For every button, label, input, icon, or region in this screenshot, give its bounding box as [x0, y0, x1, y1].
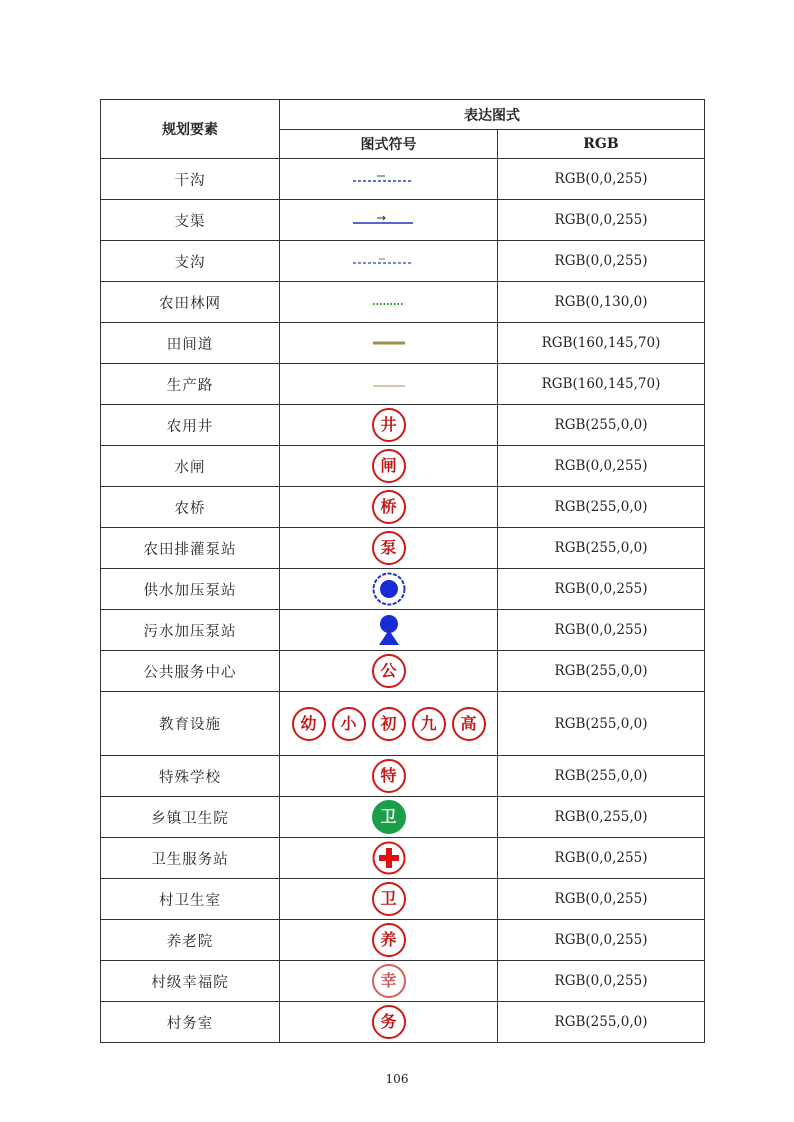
- kindergarten-icon: 幼: [292, 707, 326, 741]
- rgb-value: RGB(160,145,70): [498, 364, 705, 405]
- table-row: [101, 364, 705, 405]
- element-name: 支渠: [101, 200, 280, 241]
- element-name: 养老院: [101, 920, 280, 961]
- rgb-value: RGB(255,0,0): [498, 487, 705, 528]
- rgb-value: RGB(0,0,255): [498, 838, 705, 879]
- dotted-green-line-icon: [280, 282, 498, 323]
- table-row: [101, 920, 705, 961]
- header-expression-style: 表达图式: [280, 100, 705, 130]
- header-rgb: RGB: [498, 130, 705, 159]
- township-hospital-icon: [280, 797, 498, 838]
- rgb-value: RGB(255,0,0): [498, 756, 705, 797]
- rgb-value: RGB(0,0,255): [498, 961, 705, 1002]
- special-school-icon: [280, 756, 498, 797]
- table-row: [101, 405, 705, 446]
- hospital-glyph: 卫: [372, 800, 406, 834]
- primary-school-icon: 小: [332, 707, 366, 741]
- education-icons: [280, 692, 498, 756]
- table-row: [101, 323, 705, 364]
- table-row: [101, 961, 705, 1002]
- water-supply-pump-icon: [280, 569, 498, 610]
- element-name: 农用井: [101, 405, 280, 446]
- rgb-value: RGB(0,0,255): [498, 159, 705, 200]
- header-symbol: 图式符号: [280, 130, 498, 159]
- table-row: [101, 282, 705, 323]
- element-name: 公共服务中心: [101, 651, 280, 692]
- public-service-icon: [280, 651, 498, 692]
- table-row: [101, 1002, 705, 1043]
- table-row: [101, 692, 705, 756]
- special-glyph: 特: [372, 759, 406, 793]
- pump-station-icon: [280, 528, 498, 569]
- well-icon: [280, 405, 498, 446]
- rgb-value: RGB(0,130,0): [498, 282, 705, 323]
- element-name: 卫生服务站: [101, 838, 280, 879]
- table-row: [101, 159, 705, 200]
- element-name: 支沟: [101, 241, 280, 282]
- rgb-value: RGB(0,0,255): [498, 920, 705, 961]
- thin-tan-line-icon: [280, 364, 498, 405]
- table-row: [101, 651, 705, 692]
- thick-olive-line-icon: [280, 323, 498, 364]
- element-name: 村卫生室: [101, 879, 280, 920]
- element-name: 污水加压泵站: [101, 610, 280, 651]
- rgb-value: RGB(255,0,0): [498, 692, 705, 756]
- rgb-value: RGB(255,0,0): [498, 405, 705, 446]
- element-name: 乡镇卫生院: [101, 797, 280, 838]
- element-name: 农桥: [101, 487, 280, 528]
- rgb-value: RGB(0,0,255): [498, 879, 705, 920]
- table-row: [101, 200, 705, 241]
- element-name: 村务室: [101, 1002, 280, 1043]
- rgb-value: RGB(255,0,0): [498, 528, 705, 569]
- table-row: [101, 756, 705, 797]
- element-name: 村级幸福院: [101, 961, 280, 1002]
- table-row: [101, 838, 705, 879]
- element-name: 教育设施: [101, 692, 280, 756]
- table-row: [101, 879, 705, 920]
- high-school-icon: 高: [452, 707, 486, 741]
- table-row: [101, 610, 705, 651]
- element-name: 供水加压泵站: [101, 569, 280, 610]
- nursing-glyph: 养: [372, 923, 406, 957]
- happiness-glyph: 幸: [372, 964, 406, 998]
- table-row: [101, 797, 705, 838]
- rgb-value: RGB(0,255,0): [498, 797, 705, 838]
- element-name: 田间道: [101, 323, 280, 364]
- element-name: 干沟: [101, 159, 280, 200]
- table-row: [101, 528, 705, 569]
- header-planning-element: 规划要素: [101, 100, 280, 159]
- element-name: 农田排灌泵站: [101, 528, 280, 569]
- element-name: 农田林网: [101, 282, 280, 323]
- rgb-value: RGB(0,0,255): [498, 569, 705, 610]
- village-clinic-icon: [280, 879, 498, 920]
- legend-table: [100, 99, 705, 1043]
- junior-school-icon: 初: [372, 707, 406, 741]
- village-affairs-icon: [280, 1002, 498, 1043]
- rgb-value: RGB(0,0,255): [498, 241, 705, 282]
- rgb-value: RGB(0,0,255): [498, 610, 705, 651]
- sluice-icon: [280, 446, 498, 487]
- affairs-glyph: 务: [372, 1005, 406, 1039]
- rgb-value: RGB(0,0,255): [498, 446, 705, 487]
- rgb-value: RGB(0,0,255): [498, 200, 705, 241]
- rgb-value: RGB(255,0,0): [498, 651, 705, 692]
- pump-glyph: 泵: [372, 531, 406, 565]
- element-name: 生产路: [101, 364, 280, 405]
- element-name: 水闸: [101, 446, 280, 487]
- red-cross-icon: [280, 838, 498, 879]
- bridge-icon: [280, 487, 498, 528]
- dashed-blue-line-arrow-icon: [280, 241, 498, 282]
- element-name: 特殊学校: [101, 756, 280, 797]
- well-glyph: 井: [372, 408, 406, 442]
- solid-blue-line-arrow-icon: [280, 200, 498, 241]
- sewage-pump-icon: [280, 610, 498, 651]
- rgb-value: RGB(160,145,70): [498, 323, 705, 364]
- table-row: [101, 446, 705, 487]
- nine-year-school-icon: 九: [412, 707, 446, 741]
- table-row: [101, 569, 705, 610]
- table-row: [101, 241, 705, 282]
- bridge-glyph: 桥: [372, 490, 406, 524]
- public-glyph: 公: [372, 654, 406, 688]
- clinic-glyph: 卫: [372, 882, 406, 916]
- page-number: 106: [385, 1072, 409, 1086]
- sluice-glyph: 闸: [372, 449, 406, 483]
- dashed-blue-line-arrow-icon: [280, 159, 498, 200]
- rgb-value: RGB(255,0,0): [498, 1002, 705, 1043]
- happiness-home-icon: [280, 961, 498, 1002]
- nursing-home-icon: [280, 920, 498, 961]
- table-row: [101, 487, 705, 528]
